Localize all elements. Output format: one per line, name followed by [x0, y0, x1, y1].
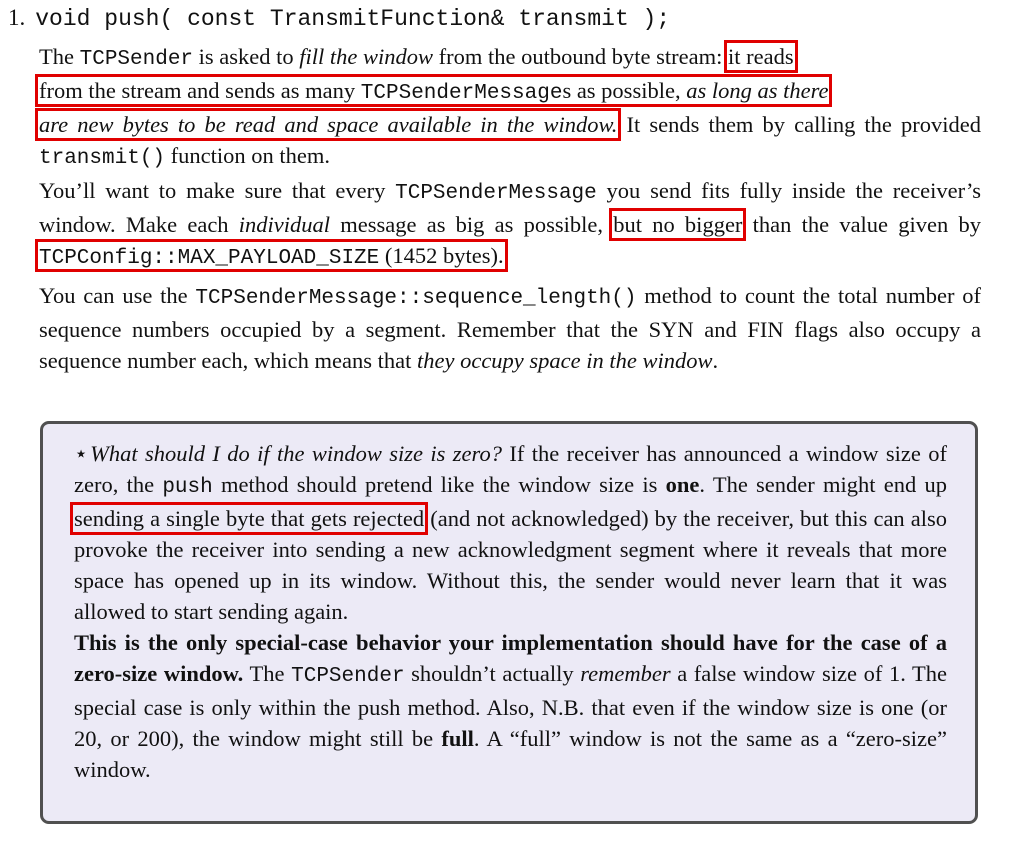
code-push: push [162, 476, 213, 499]
paragraph-fit-window: You’ll want to make sure that every TCPSenderMessage you send fits fully inside the receiver’s window. Make each individual message as big as possible, but no bigger than the value given by TCPConfig::MAX_PAYLOAD_SIZE (1452 bytes). [39, 178, 981, 270]
code-sequence-length: TCPSenderMessage::sequence_length() [195, 287, 637, 310]
code-tcpsender: TCPSender [79, 48, 194, 71]
code-max-payload-size: TCPConfig::MAX_PAYLOAD_SIZE [39, 247, 380, 270]
paragraph-sequence-length: You can use the TCPSenderMessage::sequence_length() method to count the total number of sequence numbers occupied by a segment. Remember that the SYN and FIN flags also occupy a sequence number each, which means that they occupy space in the window. [39, 283, 982, 373]
code-tcpsendermessage: TCPSenderMessage [360, 82, 563, 105]
note-box-zero-window [40, 421, 978, 824]
highlight-max-payload: TCPConfig::MAX_PAYLOAD_SIZE (1452 bytes). [39, 243, 504, 270]
paragraph-fill-window: The TCPSender is asked to fill the window from the outbound byte stream: it reads from the stream and sends as many TCPSenderMessages as possible, as long as there are new bytes to be read and space available in the window. It sends them by calling the provided transmit() function on them. [39, 44, 981, 170]
emphasis-remember: remember [580, 661, 671, 686]
method-heading [8, 4, 670, 33]
code-tcpsender: TCPSender [291, 665, 405, 688]
emphasis-occupy-space: they occupy space in the window [416, 348, 713, 373]
highlight-no-bigger: but no bigger [613, 212, 743, 237]
note-box-text: ⋆What should I do if the window size is zero? If the receiver has announced a window size of zero, the push method should pretend like the window size is one. The sender might end up sending a single byte that gets rejected (and not acknowledged) by the receiver, but this can also provoke the receiver into sending a new acknowledgment segment where it reveals that more space has opened up in its window. Without this, the sender would never learn that it was allowed to start sending again. This is the only special-case behavior your implementation should have for the case of a zero-size window. The TCPSender shouldn’t actually remember a false window size of 1. The special case is only within the push method. Also, N.B. that even if the window size is one (or 20, or 200), the window might still be full. A “full” window is not the same as a “zero-size” window. [74, 441, 948, 782]
bold-one: one [665, 472, 700, 497]
code-tcpsendermessage: TCPSenderMessage [395, 182, 597, 205]
highlight-sends-as-many: from the stream and sends as many TCPSenderMessages as possible, as long as there [39, 78, 829, 105]
method-signature: void push( const TransmitFunction& transmit ); [35, 6, 671, 32]
bold-full: full [441, 726, 474, 751]
highlight-new-bytes: are new bytes to be read and space available in the window. [39, 112, 618, 137]
emphasis-individual: individual [238, 212, 331, 237]
emphasis-fill-window: fill the window [299, 44, 434, 69]
item-number: 1. [8, 5, 26, 30]
note-question: What should I do if the window size is zero? [90, 441, 502, 466]
note-bold-statement: This is the only special-case behavior your implementation should have for the case of a zero-size window. [74, 630, 947, 686]
highlight-single-byte-rejected: sending a single byte that gets rejected [74, 506, 425, 531]
highlight-it-reads: it reads [728, 44, 794, 69]
star-icon: ⋆ [74, 441, 89, 466]
code-transmit: transmit() [39, 147, 166, 170]
